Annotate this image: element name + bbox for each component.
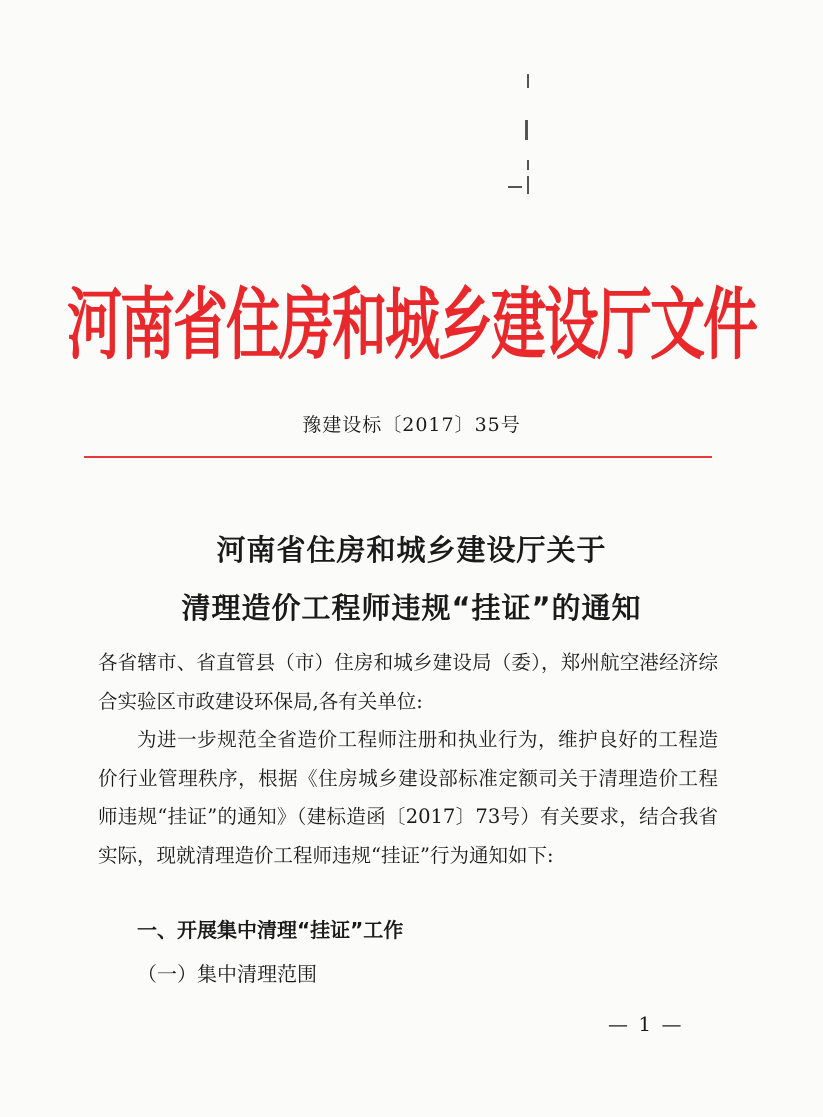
subsection-heading-1: （一）集中清理范围 — [137, 962, 317, 986]
notice-title-line-2: 清理造价工程师违规“挂证”的通知 — [181, 591, 642, 625]
scan-mark — [527, 74, 529, 88]
red-divider-line — [84, 456, 712, 458]
document-number: 豫建设标〔2017〕35号 — [302, 414, 521, 436]
body-paragraph: 为进一步规范全省造价工程师注册和执业行为，维护良好的工程造价行业管理秩序，根据《住房城乡建设部标准定额司关于清理造价工程师违规“挂证”的通知》（建标造函〔2017〕73号）有关要求，结合我省实际，现就清理造价工程师违规“挂证”行为通知如下: — [98, 728, 718, 867]
scan-mark — [508, 186, 522, 188]
scan-mark — [525, 120, 528, 140]
addressee-paragraph: 各省辖市、省直管县（市）住房和城乡建设局（委），郑州航空港经济综合实验区市政建设环保局,各有关单位: — [98, 651, 718, 713]
issuer-header-title: 河南省住房和城乡建设厅文件 — [66, 279, 756, 370]
section-heading-1: 一、开展集中清理“挂证”工作 — [137, 918, 404, 942]
notice-title-line-1: 河南省住房和城乡建设厅关于 — [216, 533, 607, 567]
scan-mark — [527, 160, 529, 170]
scan-mark — [527, 176, 529, 194]
page-number: — 1 — — [608, 1012, 684, 1036]
